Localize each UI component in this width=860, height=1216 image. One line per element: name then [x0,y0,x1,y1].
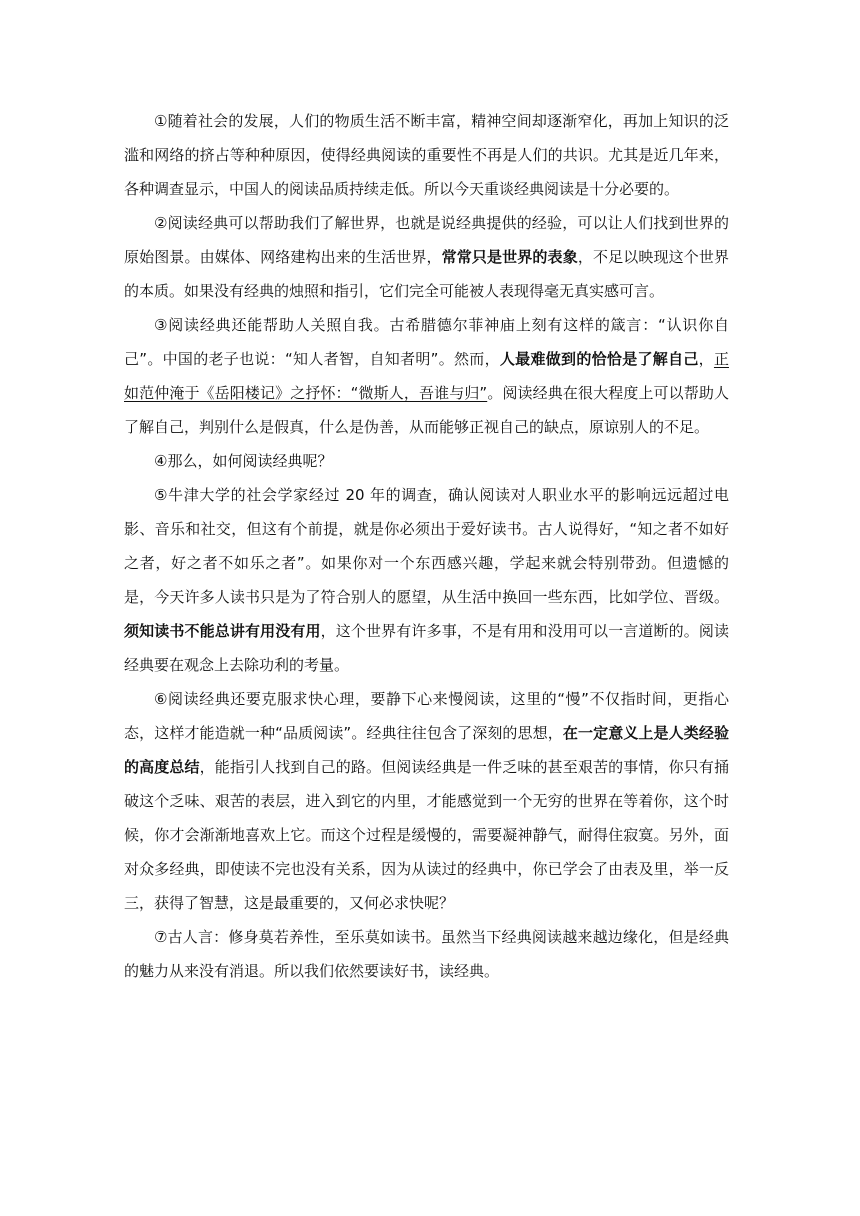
paragraph-1 [124,104,729,206]
document-page [124,104,729,988]
paragraph-text: ，能指引人找到自己的路。但阅读经典是一件乏味的甚至艰苦的事情，你只有捅破这个乏味、艰苦的表层，进入到它的内里，才能感觉到一个无穷的世界在等着你，这个时候，你才会渐渐地喜欢上它。而这个过程是缓慢的，需要凝神静气，耐得住寂寞。另外，面对众多经典，即使读不完也没有关系，因为从读过的经典中，你已学会了由表及里，举一反三，获得了智慧，这是最重要的，又何必求快呢？ [124,758,729,912]
paragraph-4 [124,444,729,478]
paragraph-text: ①随着社会的发展，人们的物质生活不断丰富，精神空间却逐渐窄化，再加上知识的泛滥和网络的挤占等种种原因，使得经典阅读的重要性不再是人们的共识。尤其是近几年来，各种调查显示，中国人的阅读品质持续走低。所以今天重谈经典阅读是十分必要的。 [124,112,729,198]
paragraph-text: ⑥阅读经典还要克服求快心理，要静下心来慢阅读，这里的“慢”不仅指时间，更指心态，这样才能造就一种“品质阅读”。经典往往包含了深刻的思想， [124,690,729,742]
paragraph-text: 。阅读经典在很大程度上可以帮助人了解自己，判别什么是假真，什么是伪善，从而能够正视自己的缺点，原谅别人的不足。 [124,384,729,436]
paragraph-2 [124,206,729,308]
paragraph-5 [124,478,729,682]
emphasized-text: 人最难做到的恰恰是了解自己 [499,350,699,368]
paragraph-text: ，不足以映现这个世界的本质。如果没有经典的烛照和指引，它们完全可能被人表现得毫无真实感可言。 [124,248,729,300]
paragraph-text: ， [698,350,714,368]
emphasized-text: 须知读书不能总讲有用没有用 [124,622,321,640]
paragraph-text: ，这个世界有许多事，不是有用和没用可以一言道断的。阅读经典要在观念上去除功利的考量。 [124,622,729,674]
paragraph-text: ③阅读经典还能帮助人关照自我。古希腊德尔菲神庙上刻有这样的箴言：“认识你自己”。中国的老子也说：“知人者智，自知者明”。然而， [124,316,729,368]
paragraph-text: ②阅读经典可以帮助我们了解世界，也就是说经典提供的经验，可以让人们找到世界的原始图景。由媒体、网络建构出来的生活世界， [124,214,729,266]
underlined-text: 正如范仲淹于《岳阳楼记》之抒怀：“微斯人，吾谁与归” [124,350,729,402]
paragraph-text: ⑤牛津大学的社会学家经过 20 年的调查，确认阅读对人职业水平的影响远远超过电影、音乐和社交，但这有个前提，就是你必须出于爱好读书。古人说得好，“知之者不如好之者，好之者不如乐之者”。如果你对一个东西感兴趣，学起来就会特别带劲。但遗憾的是，今天许多人读书只是为了符合别人的愿望，从生活中换回一些东西，比如学位、晋级。 [124,486,729,606]
paragraph-6 [124,682,729,920]
paragraph-3 [124,308,729,444]
emphasized-text: 常常只是世界的表象 [441,248,578,266]
emphasized-text: 在一定意义上是人类经验的高度总结 [124,724,729,776]
paragraph-text: ⑦古人言：修身莫若养性，至乐莫如读书。虽然当下经典阅读越来越边缘化，但是经典的魅力从来没有消退。所以我们依然要读好书，读经典。 [124,928,729,980]
paragraph-text: ④那么，如何阅读经典呢？ [154,452,333,470]
paragraph-7 [124,920,729,988]
